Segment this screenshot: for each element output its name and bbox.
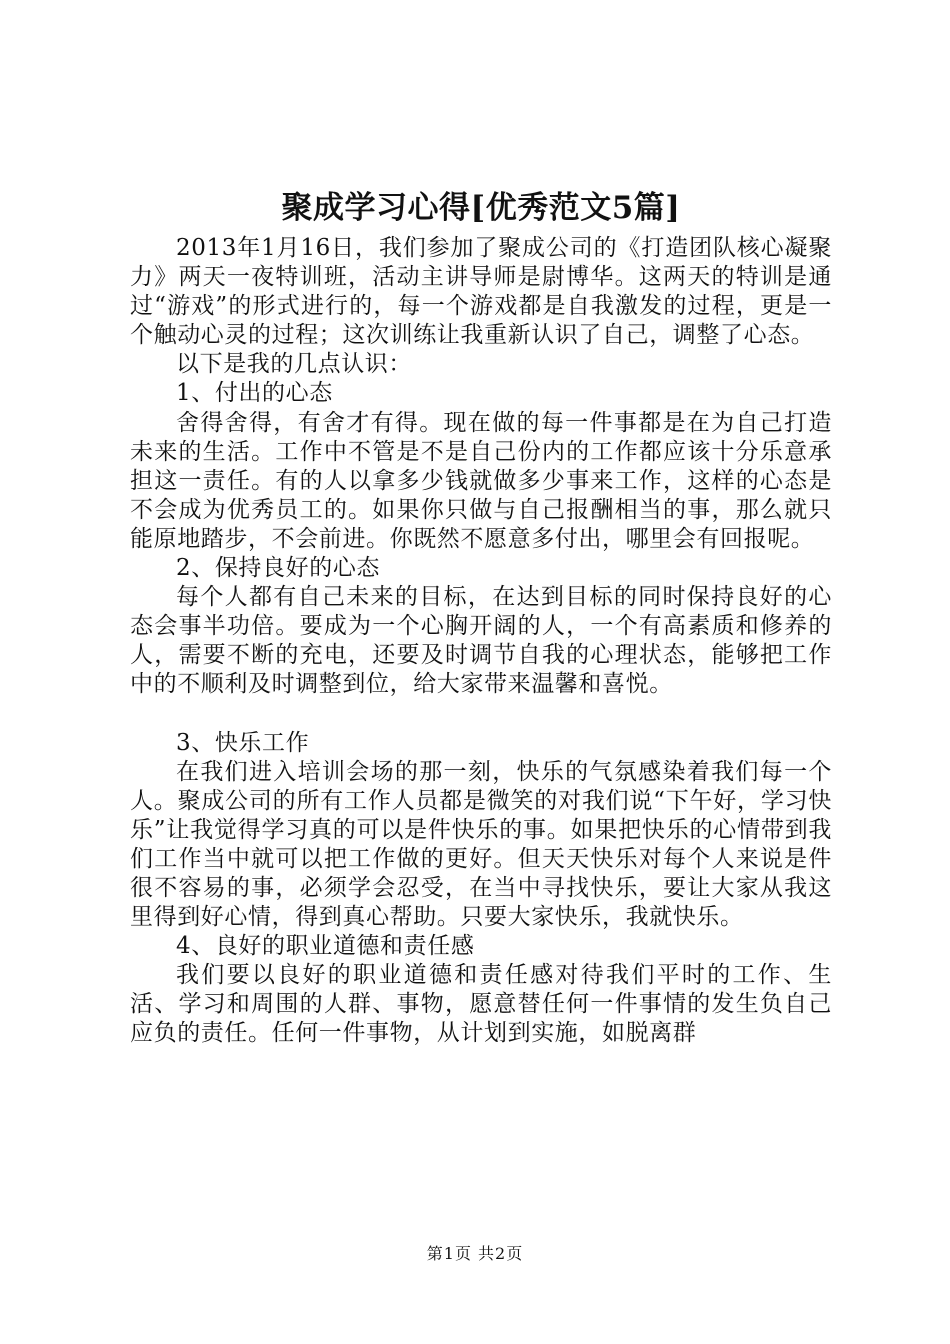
lead-line: 以下是我的几点认识： bbox=[176, 351, 412, 378]
paragraph-gap bbox=[130, 700, 832, 729]
page-footer: 第1页 共2页 bbox=[426, 1244, 524, 1263]
section-heading-1: 1、付出的心态 bbox=[176, 380, 333, 407]
section-body-3: 在我们进入培训会场的那一刻，快乐的气氛感染着我们每一个人。聚成公司的所有工作人员都是微笑的对我们说“下午好，学习快乐”让我觉得学习真的可以是件快乐的事。如果把快乐的心情带到我们工作当中就可以把工作做的更好。但天天快乐对每个人来说是件很不容易的事，必须学会忍受，在当中寻找快乐，要让大家从我这里得到好心情，得到真心帮助。只要大家快乐，我就快乐。 bbox=[130, 758, 832, 931]
section-body-2: 每个人都有自己未来的目标，在达到目标的同时保持良好的心态会事半功倍。要成为一个心胸开阔的人，一个有高素质和修养的人，需要不断的充电，还要及时调节自我的心理状态，能够把工作中的不顺利及时调整到位，给大家带来温馨和喜悦。 bbox=[130, 584, 832, 698]
document-title: 聚成学习心得[优秀范文5篇] bbox=[281, 190, 681, 226]
section-body-4: 我们要以良好的职业道德和责任感对待我们平时的工作、生活、学习和周围的人群、事物，愿意替任何一件事情的发生负自己应负的责任。任何一件事物，从计划到实施，如脱离群 bbox=[130, 962, 832, 1047]
intro-paragraph: 2013年1月16日，我们参加了聚成公司的《打造团队核心凝聚力》两天一夜特训班，活动主讲导师是尉博华。这两天的特训是通过“游戏”的形式进行的，每一个游戏都是自我激发的过程，更是一个触动心灵的过程；这次训练让我重新认识了自己，调整了心态。 bbox=[130, 235, 832, 349]
section-heading-4: 4、良好的职业道德和责任感 bbox=[176, 933, 475, 960]
section-heading-3: 3、快乐工作 bbox=[176, 729, 310, 756]
section-body-1: 舍得舍得，有舍才有得。现在做的每一件事都是在为自己打造未来的生活。工作中不管是不是自己份内的工作都应该十分乐意承担这一责任。有的人以拿多少钱就做多少事来工作，这样的心态是不会成为优秀员工的。如果你只做与自己报酬相当的事，那么就只能原地踏步，不会前进。你既然不愿意多付出，哪里会有回报呢。 bbox=[130, 409, 832, 552]
section-heading-2: 2、保持良好的心态 bbox=[176, 555, 381, 582]
document-page bbox=[130, 182, 832, 1049]
